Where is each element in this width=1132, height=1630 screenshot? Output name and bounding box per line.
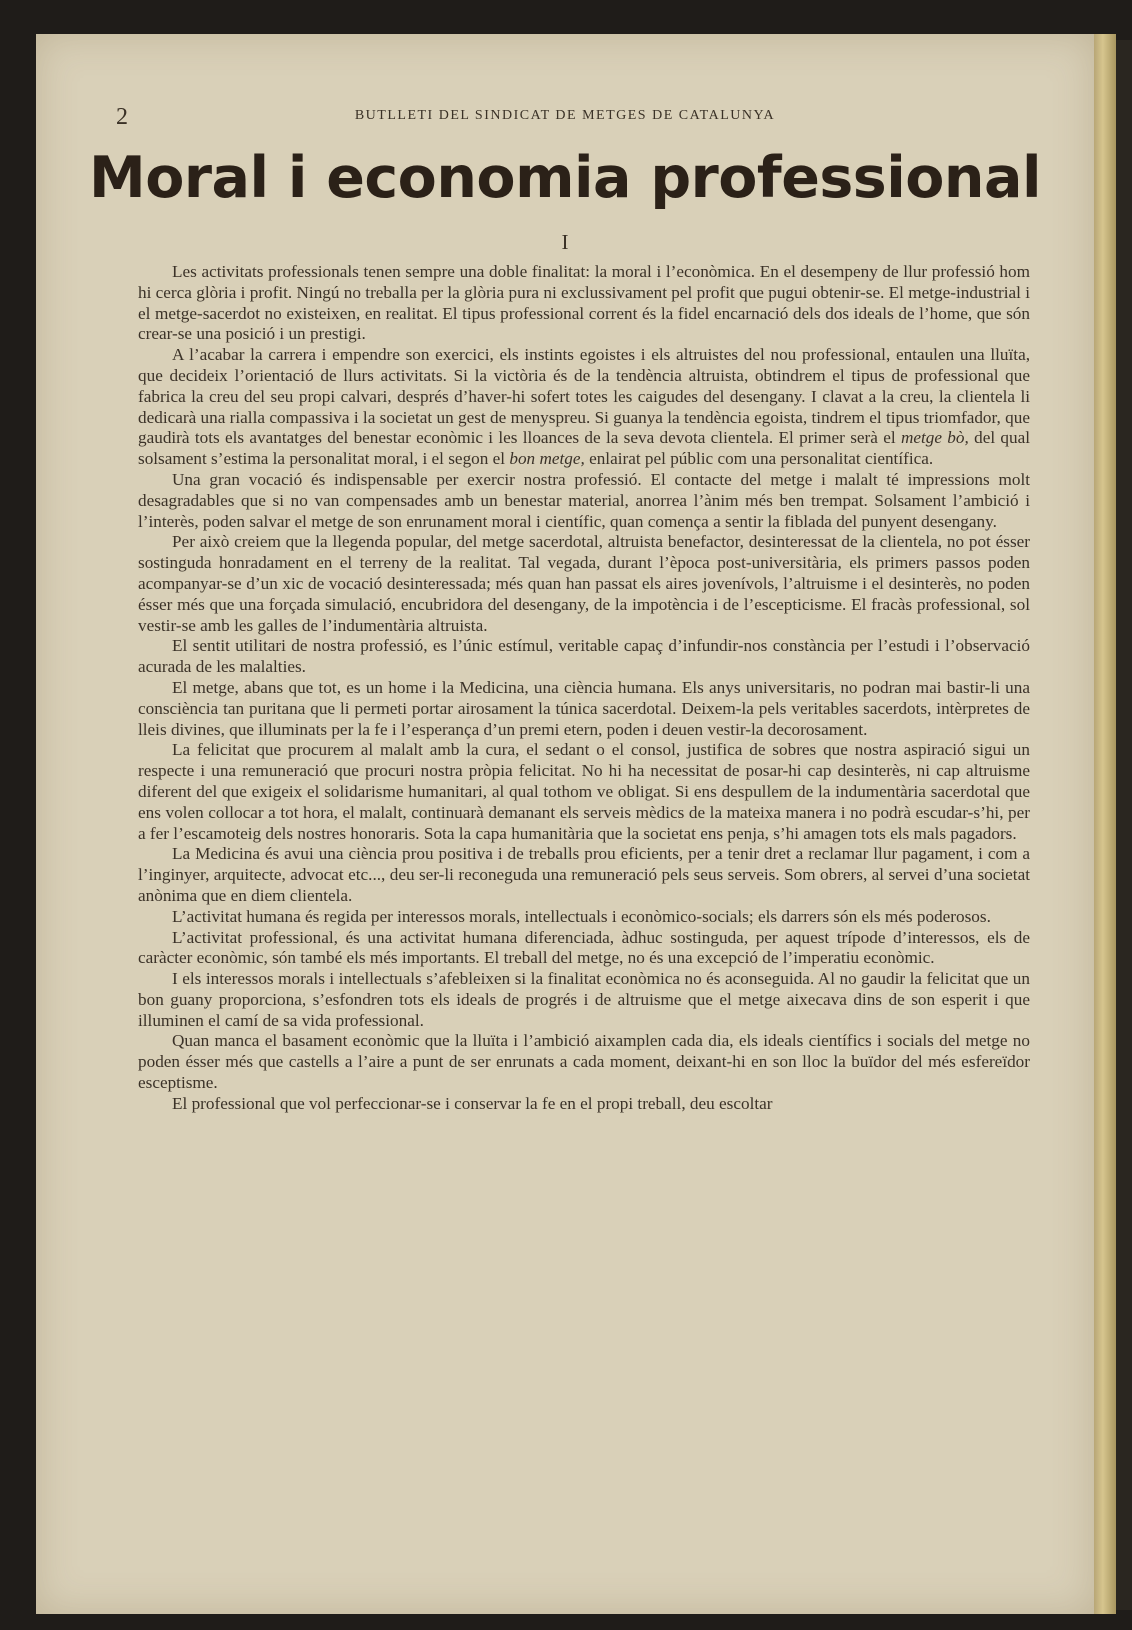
italic-phrase: bon metge,: [509, 449, 585, 469]
paragraph: L’activitat humana és regida per interessos morals, intellectuals i econòmico-socials; els darrers són els més poderosos.: [172, 906, 991, 926]
journal-page: [36, 34, 1094, 1614]
paragraph: Per això creiem que la llegenda popular, del metge sacerdotal, altruista benefactor, desinteressat de la clientela, no pot ésser sostinguda honradament en el terreny de la realitat. Tal vegada, durant l’època post-universitària, els primers passos poden acompanyar-se d’un xic de vocació desinteressada; més quan han passat els aires jovenívols, l’altruisme i el desinterès, no poden ésser més que una forçada simulació, encubridora del desengany, de la impotència i de l’escepticisme. El fracàs professional, sol vestir-se amb les galles de l’indumentària altruista.: [138, 532, 1030, 635]
article-title: Moral i economia professional: [89, 145, 1041, 211]
page-number: 2: [116, 104, 128, 130]
paragraph: Quan manca el basament econòmic que la lluïta i l’ambició aixamplen cada dia, els ideals científics i socials del metge no poden ésser més que castells a l’aire a punt de ser enrunats a cada moment, deixant-hi en son lloc la buïdor del més esfereïdor esceptisme.: [138, 1031, 1030, 1093]
paragraph: Les activitats professionals tenen sempre una doble finalitat: la moral i l’econòmica. En el desempeny de llur professió hom hi cerca glòria i profit. Ningú no treballa per la glòria pura ni exclussivament pel profit que pugui obtenir-se. El metge-industrial i el metge-sacerdot no existeixen, en realitat. El tipus professional corrent és la fidel encarnació dels dos ideals de l’home, que són crear-se una posició i un prestigi.: [138, 262, 1030, 344]
paragraph-text: enlairat pel públic com una personalitat científica.: [589, 449, 934, 469]
page-header: [36, 102, 1094, 130]
paragraph-text: del qual solsament s’estima la personalitat moral, i el segon el: [138, 428, 1031, 469]
paragraph: [138, 345, 1030, 470]
book-spine-shadow: [1116, 40, 1132, 1610]
italic-phrase: metge bò,: [900, 428, 969, 448]
section-number: I: [561, 230, 569, 254]
book-page-edges: [1094, 34, 1116, 1614]
paragraph: La felicitat que procurem al malalt amb la cura, el sedant o el consol, justifica de sobres que nostra aspiració sigui un respecte i una remuneració que procuri nostra pròpia felicitat. No hi ha necessitat de posar-hi cap desinterès, ni cap altruisme diferent del que exigeix el solidarisme humanitari, al qual tothom ve obligat. Si ens despullem de la indumentària sacerdotal que ens volen collocar a tot hora, el malalt, continuarà demanant els serveis mèdics de la mateixa manera i no podrà escudar-s’hi, per a fer l’escamoteig dels nostres honoraris. Sota la capa humanitària que la societat ens penja, s’hi amagen tots els mals pagadors.: [138, 740, 1030, 843]
paragraph: El professional que vol perfeccionar-se i conservar la fe en el propi treball, deu escoltar: [172, 1093, 773, 1113]
paragraph: El sentit utilitari de nostra professió, es l’únic estímul, veritable capaç d’infundir-nos constància per l’estudi i l’observació acurada de les malalties.: [138, 636, 1030, 677]
paragraph: El metge, abans que tot, es un home i la Medicina, una ciència humana. Els anys universitaris, no podran mai bastir-li una consciència tan puritana que li permeti portar airosament la túnica sacerdotal. Deixem-la pels veritables sacerdots, intèrpretes de lleis divines, que illuminats per la fe i l’esperança d’un premi etern, poden i deuen vestir-la decorosament.: [138, 677, 1030, 739]
paragraph-text: A l’acabar la carrera i empendre son exercici, els instints egoistes i els altruistes del nou professional, entaulen una lluïta, que decideix l’orientació de llurs activitats. Si la victòria és de la tendència altruista, obtindrem el tipus de professional que fabrica la creu del seu propi calvari, després d’haver-hi sofert totes les caigudes del desengany. I clavat a la creu, la clientela li dedicarà una rialla compassiva i la societat un gest de menyspreu. Si guanya la tendència egoista, tindrem el tipus triomfador, que gaudirà tots els avantatges del benestar econòmic i les lloances de la seva devota clientela. El primer serà el: [138, 345, 1030, 448]
paragraph: I els interessos morals i intellectuals s’afebleixen si la finalitat econòmica no és aconseguida. Al no gaudir la felicitat que un bon guany proporciona, s’esfondren tots els ideals de progrés i de altruisme que el metge aixecava dins de son esperit i que illuminen el camí de sa vida professional.: [138, 969, 1030, 1030]
article-body: [138, 262, 1030, 1115]
paragraph: L’activitat professional, és una activitat humana diferenciada, àdhuc sostinguda, per aquest trípode d’interessos, els de caràcter econòmic, són també els més importants. El treball del metge, no és una excepció de l’imperatiu econòmic.: [138, 927, 1030, 968]
paragraph: La Medicina és avui una ciència prou positiva i de treballs prou eficients, per a tenir dret a reclamar llur pagament, i com a l’inginyer, arquitecte, advocat etc..., deu ser-li reconeguda una remuneració pels seus serveis. Som obrers, al servei d’una societat anònima que en diem clientela.: [138, 844, 1030, 905]
paragraph: Una gran vocació és indispensable per exercir nostra professió. El contacte del metge i malalt té impressions molt desagradables que si no van compensades amb un benestar material, anorrea l’ànim més ben trempat. Solsament l’ambició i l’interès, poden salvar el metge de son enrunament moral i científic, quan comença a sentir la fiblada del punyent desengany.: [138, 469, 1030, 531]
running-head: BUTLLETI DEL SINDICAT DE METGES DE CATALUNYA: [354, 108, 776, 123]
